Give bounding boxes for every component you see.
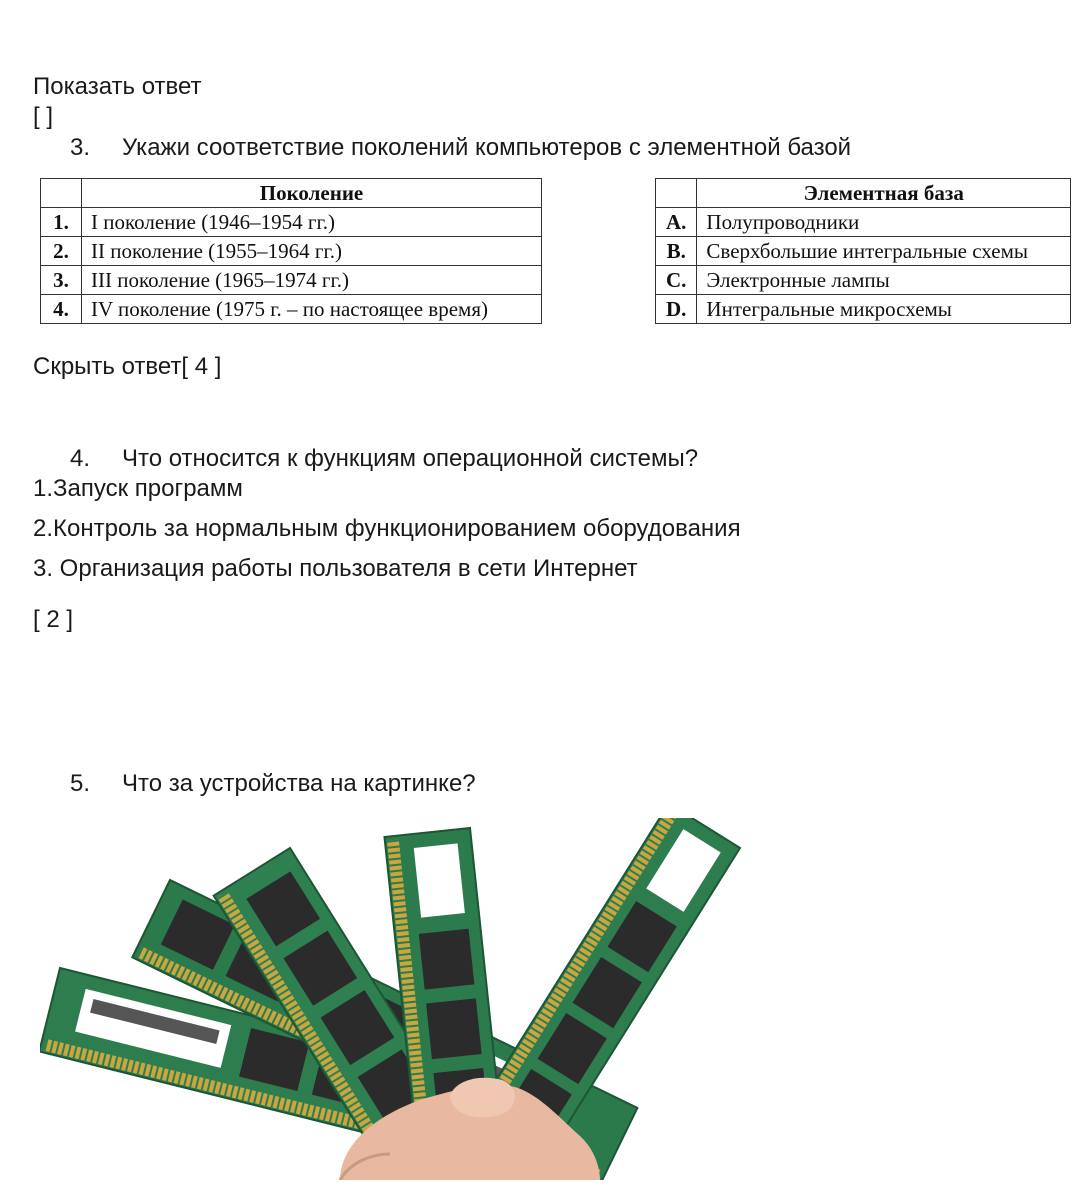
row-number: 4. <box>41 295 82 324</box>
row-letter: B. <box>656 237 697 266</box>
table-header-row <box>656 179 1071 208</box>
question-text: Что за устройства на картинке? <box>122 770 476 797</box>
row-number: 3. <box>41 266 82 295</box>
answer-marks: [ ] <box>33 103 54 130</box>
row-label: Сверхбольшие интегральные схемы <box>697 237 1071 266</box>
table-row <box>41 237 542 266</box>
question-number: 3. <box>70 134 91 161</box>
row-number: 1. <box>41 208 82 237</box>
question-number: 4. <box>70 445 91 472</box>
row-label: Полупроводники <box>697 208 1071 237</box>
ram-modules-picture <box>40 818 820 1180</box>
show-answer-link[interactable]: Показать ответ <box>33 73 202 100</box>
table-row <box>656 295 1071 324</box>
generations-table <box>40 178 542 324</box>
table-corner-cell <box>41 179 82 208</box>
table-corner-cell <box>656 179 697 208</box>
table-row <box>656 208 1071 237</box>
table-row <box>656 237 1071 266</box>
table-row <box>41 208 542 237</box>
question-5 <box>70 769 476 799</box>
question-number: 5. <box>70 770 91 797</box>
answer-option: 3. Организация работы пользователя в сети Интернет <box>33 555 638 582</box>
row-label: III поколение (1965–1974 гг.) <box>82 266 542 295</box>
table-row <box>41 266 542 295</box>
question-4 <box>70 444 698 474</box>
answer-option: 2.Контроль за нормальным функционированием оборудования <box>33 515 741 542</box>
table-row <box>656 266 1071 295</box>
question-3 <box>70 133 851 163</box>
question-text: Укажи соответствие поколений компьютеров с элементной базой <box>122 134 852 161</box>
answer-option: 1.Запуск программ <box>33 475 243 502</box>
row-label: II поколение (1955–1964 гг.) <box>82 237 542 266</box>
table-header-row <box>41 179 542 208</box>
table-header: Поколение <box>82 179 542 208</box>
element-base-table <box>655 178 1071 324</box>
row-letter: D. <box>656 295 697 324</box>
row-label: Интегральные микросхемы <box>697 295 1071 324</box>
hide-answer-link[interactable]: Скрыть ответ[ 4 ] <box>33 353 222 380</box>
table-row <box>41 295 542 324</box>
answer-marks: [ 2 ] <box>33 606 74 633</box>
row-label: I поколение (1946–1954 гг.) <box>82 208 542 237</box>
row-letter: A. <box>656 208 697 237</box>
row-label: IV поколение (1975 г. – по настоящее время) <box>82 295 542 324</box>
row-label: Электронные лампы <box>697 266 1071 295</box>
table-header: Элементная база <box>697 179 1071 208</box>
row-number: 2. <box>41 237 82 266</box>
question-text: Что относится к функциям операционной системы? <box>122 445 699 472</box>
row-letter: C. <box>656 266 697 295</box>
